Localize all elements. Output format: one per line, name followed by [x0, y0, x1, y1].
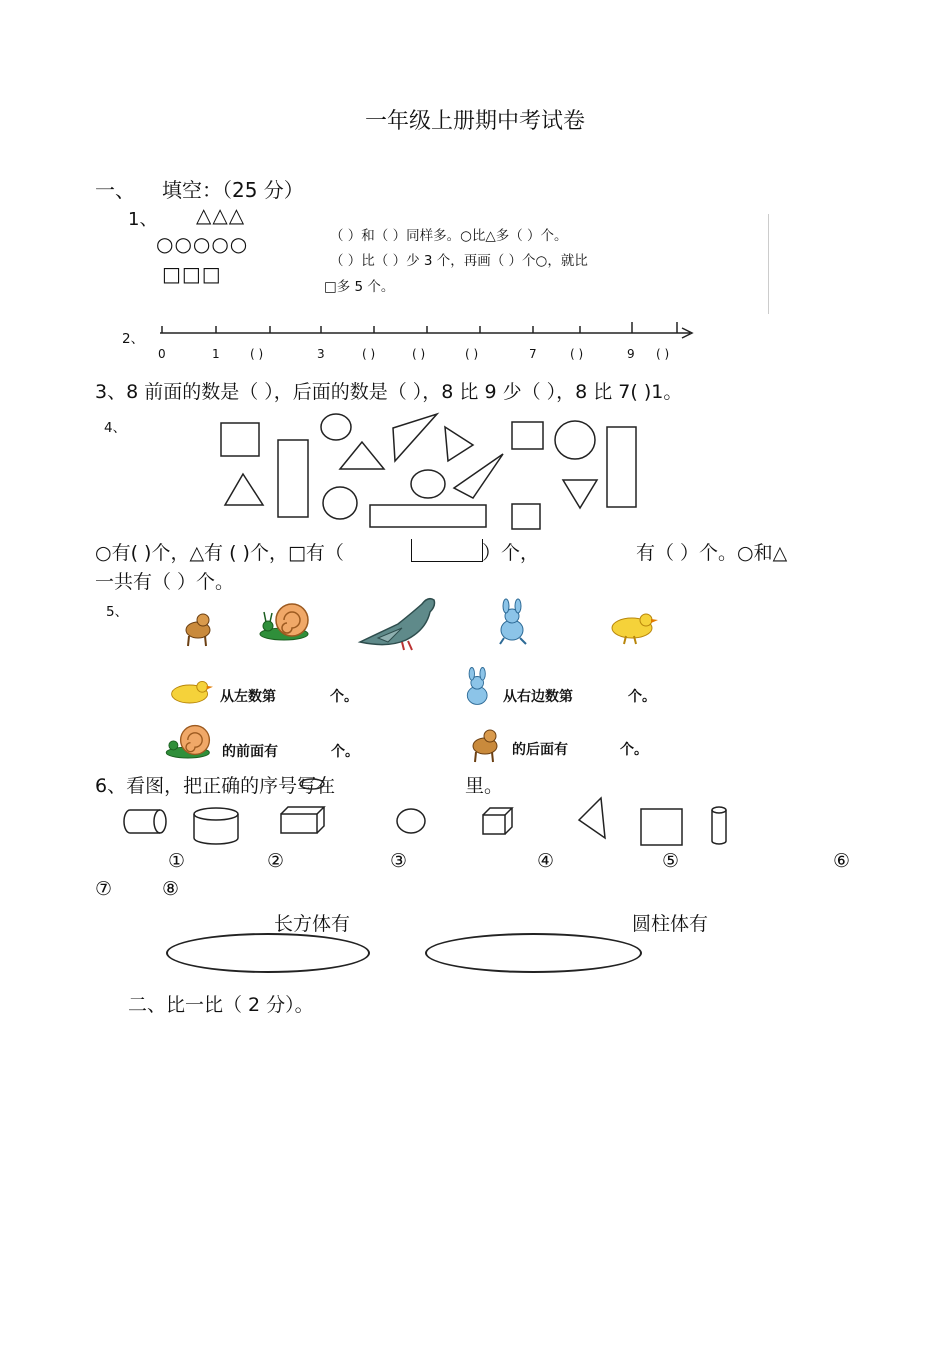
q1-line2: （ ）比（ ）少 3 个，再画（ ）个○，就比 [330, 253, 588, 269]
thin-cylinder-shape [712, 807, 726, 844]
q1-number: 1、 [128, 209, 158, 230]
q1-circles: ○○○○○ [156, 232, 249, 256]
page-title: 一年级上册期中考试卷 [364, 109, 585, 134]
cuboid-answer-ellipse[interactable] [166, 933, 370, 973]
section2-label: 二、比一比（ 2 分）。 [128, 994, 314, 1016]
square-shape [641, 809, 682, 845]
q1-line1: （ ）和（ ）同样多。○比△多（ ）个。 [330, 228, 568, 244]
horizontal-cylinder-shape [124, 810, 166, 833]
q5-caption3: 的前面有 [222, 744, 278, 760]
q2-number: 2、 [122, 331, 145, 347]
numeral-1: ① [168, 850, 186, 872]
triangle-shape [579, 798, 605, 838]
cube-shape [483, 808, 512, 834]
nl-label-5: ( ) [412, 347, 426, 361]
q6-text: 6、看图，把正确的序号写在 [95, 775, 336, 797]
q1-squares: □□□ [162, 262, 222, 286]
numeral-8: ⑧ [162, 878, 180, 900]
nl-label-3: 3 [317, 347, 325, 361]
nl-label-0: 0 [158, 347, 166, 361]
nl-label-2: ( ) [250, 347, 264, 361]
q4-answer-line1b: ）个， [482, 542, 540, 564]
cuboid-shape [281, 807, 324, 833]
numeral-3: ③ [390, 850, 408, 872]
numeral-6: ⑥ [833, 850, 851, 872]
q6-text-end: 里。 [465, 775, 504, 797]
q1-line3: □多 5 个。 [324, 279, 395, 295]
nl-label-6: ( ) [465, 347, 479, 361]
q4-answer-line1: ○有( )个，△有 ( )个，□有（ [95, 542, 344, 564]
vertical-cylinder-shape [194, 808, 238, 844]
numeral-4: ④ [537, 850, 555, 872]
nl-label-8: ( ) [570, 347, 584, 361]
nl-label-10: ( ) [656, 347, 670, 361]
cuboid-label: 长方体有 [274, 913, 351, 935]
section1-label: 填空：（25 分） [162, 178, 304, 202]
sphere-shape [397, 809, 425, 833]
q5-caption2: 从右边数第 [503, 689, 573, 705]
cylinder-answer-ellipse[interactable] [425, 933, 642, 973]
numeral-7: ⑦ [95, 878, 113, 900]
nl-label-7: 7 [529, 347, 537, 361]
numeral-2: ② [267, 850, 285, 872]
q3-text: 3、8 前面的数是（ ），后面的数是（ ），8 比 9 少（ ），8 比 7( )1。 [95, 381, 683, 403]
numeral-5: ⑤ [662, 850, 680, 872]
q4-answer-line1c: 有（ ）个。○和△ [636, 542, 788, 564]
q5-caption2-end: 个。 [628, 689, 656, 705]
q1-triangles: △△△ [196, 203, 246, 227]
section1-number: 一、 [95, 178, 135, 202]
cylinder-label: 圆柱体有 [632, 913, 709, 935]
q5-caption1-end: 个。 [330, 689, 358, 705]
q5-number: 5、 [106, 604, 129, 620]
nl-label-1: 1 [212, 347, 220, 361]
q5-caption4: 的后面有 [512, 742, 568, 758]
q5-caption3-end: 个。 [331, 744, 359, 760]
q4-answer-line2: 一共有（ ）个。 [95, 571, 235, 593]
scribble-ellipse [300, 779, 324, 789]
q5-caption4-end: 个。 [620, 742, 648, 758]
q5-caption1: 从左数第 [220, 689, 276, 705]
nl-label-4: ( ) [362, 347, 376, 361]
nl-label-9: 9 [627, 347, 635, 361]
q4-number: 4、 [104, 420, 127, 436]
